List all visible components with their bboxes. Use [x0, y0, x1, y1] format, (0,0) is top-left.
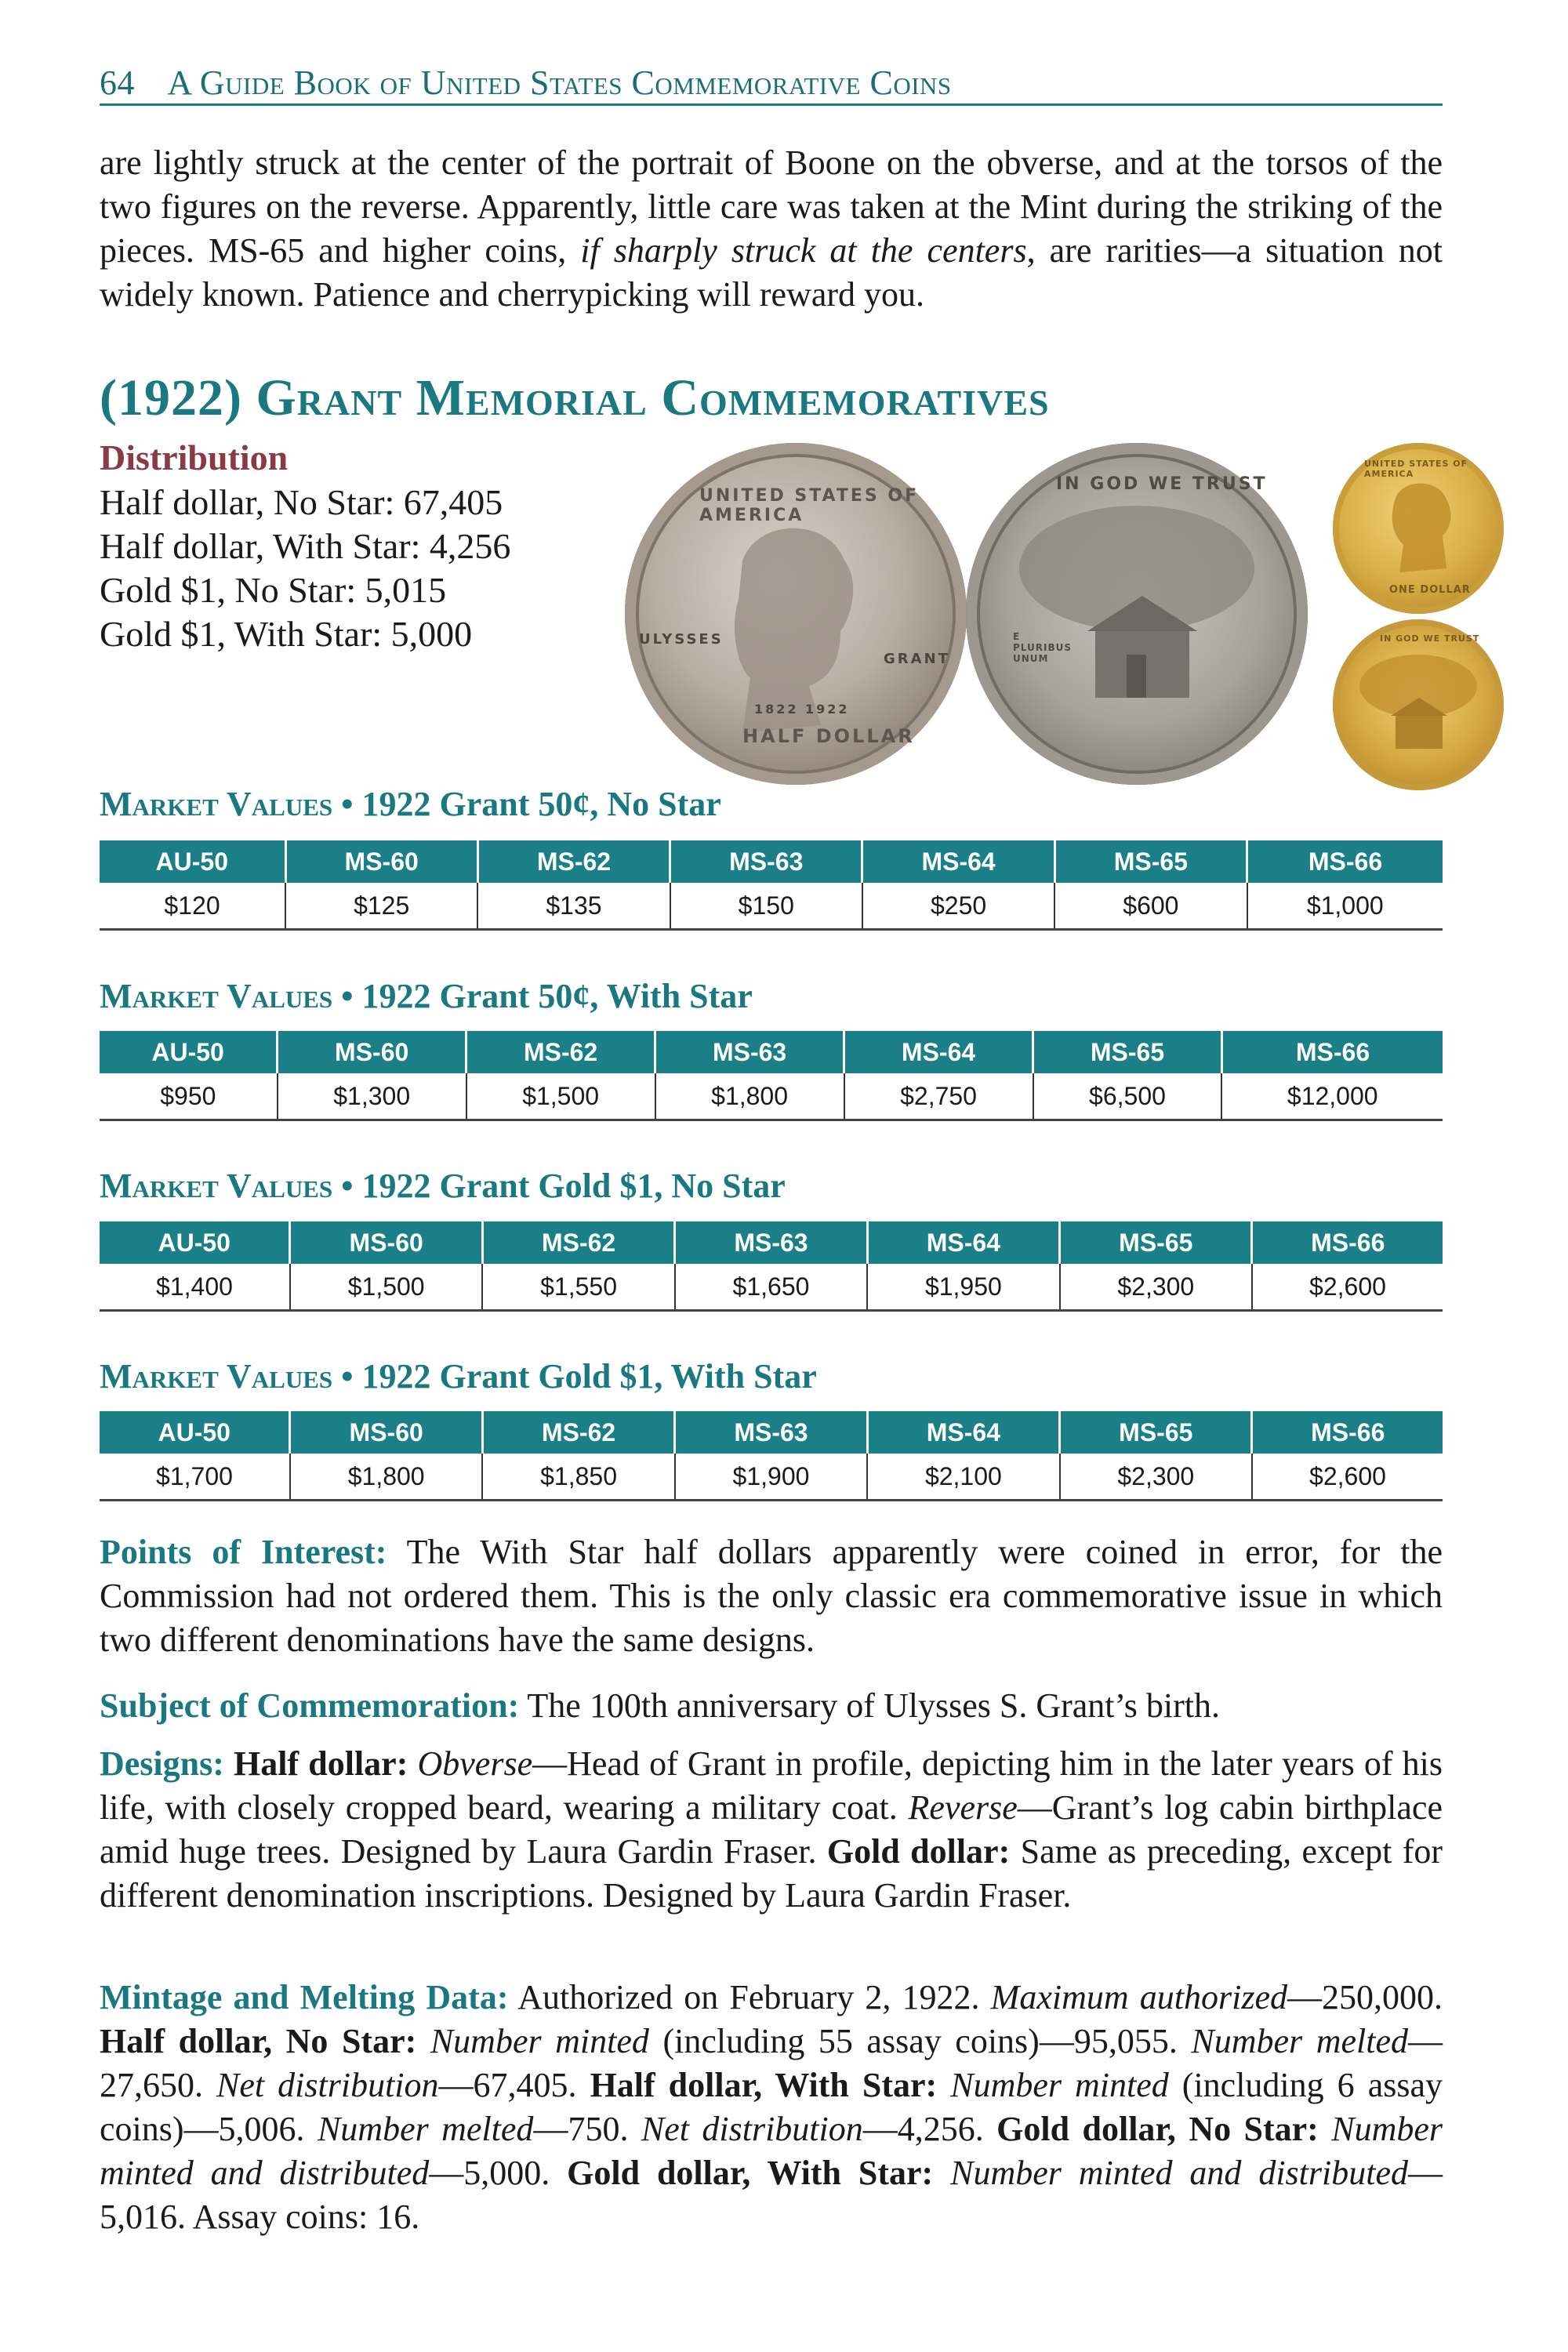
distribution-line: Half dollar, No Star: 67,405: [100, 482, 503, 522]
column-header: MS-63: [675, 1221, 867, 1264]
coin-motto: IN GOD WE TRUST: [1380, 633, 1480, 644]
column-header: AU-50: [100, 840, 285, 883]
mintage-italic: Number melted: [317, 2110, 534, 2148]
reverse-text: —Grant’s log cabin birthplace amid huge trees. Designed by Laura Gardin Fraser.: [100, 1788, 1443, 1871]
table-header-row: [100, 1031, 1443, 1073]
intro-text: are lightly struck at the center of the portrait of Boone on the obverse, and at the torsos of the two figures on the reverse. Apparently, little care was taken at the Mint during the striking of the pieces. MS-65 and higher coins,: [100, 143, 1443, 270]
coin-side-legend: E PLURIBUS UNUM: [1013, 631, 1072, 664]
table-cell: $1,900: [675, 1454, 867, 1501]
mintage-bold: Gold dollar, With Star:: [567, 2154, 934, 2192]
mintage-italic: Net distribution: [641, 2110, 863, 2148]
table-header-row: [100, 1411, 1443, 1454]
coin-date-right: 1922: [805, 702, 850, 717]
page-number: 64: [100, 64, 135, 102]
table-row: [100, 883, 1443, 930]
column-header: AU-50: [100, 1411, 290, 1454]
gold-dollar-text: Same as preceding, except for different denomination inscriptions. Designed by Laura Gardin Fraser.: [100, 1832, 1443, 1915]
column-header: MS-65: [1060, 1411, 1252, 1454]
table-cell: $1,300: [278, 1073, 466, 1120]
obverse-label: Obverse: [408, 1744, 533, 1783]
mintage-text: (including 6 assay coins)—5,006.: [100, 2066, 1443, 2148]
coin-legend-bottom: HALF DOLLAR: [742, 725, 915, 747]
coin-legend-left: ULYSSES: [639, 631, 724, 648]
column-header: MS-66: [1252, 1411, 1443, 1454]
table-cell: $125: [285, 883, 477, 930]
column-header: MS-64: [844, 1031, 1033, 1073]
running-header: [100, 63, 1443, 106]
column-header: MS-60: [290, 1221, 482, 1264]
table-cell: $1,650: [675, 1264, 867, 1311]
mintage-italic: Number minted: [937, 2066, 1169, 2104]
mintage-italic: Number minted: [416, 2022, 649, 2060]
table-cell: $150: [670, 883, 862, 930]
table-header-row: [100, 1221, 1443, 1264]
reverse-label: Reverse: [897, 1788, 1018, 1827]
table-cell: $1,400: [100, 1264, 290, 1311]
mintage-text: —750.: [533, 2110, 641, 2148]
section-title: (1922) Grant Memorial Commemoratives: [100, 369, 1050, 426]
column-header: MS-66: [1221, 1031, 1443, 1073]
market-values-title: [100, 1356, 817, 1396]
column-header: MS-66: [1252, 1221, 1443, 1264]
table-row: [100, 1454, 1443, 1501]
column-header: MS-62: [477, 840, 670, 883]
distribution-line: Half dollar, With Star: 4,256: [100, 526, 511, 566]
mintage-bold: Gold dollar, No Star:: [996, 2110, 1319, 2148]
coin-legend-bottom: ONE DOLLAR: [1389, 584, 1471, 596]
mintage-melting-data: [100, 1976, 1443, 2239]
market-values-subtitle: • 1922 Grant Gold $1, With Star: [332, 1357, 817, 1396]
mintage-italic: Maximum authorized: [990, 1978, 1287, 2016]
market-values-table: [100, 1221, 1443, 1312]
gold-dollar-label: Gold dollar:: [816, 1832, 1011, 1871]
intro-text-end: , are rarities—a situation not widely known. Patience and cherrypicking will reward you.: [100, 231, 1443, 314]
column-header: MS-63: [670, 840, 862, 883]
half-dollar-obverse-image: [625, 443, 967, 785]
table-cell: $1,800: [655, 1073, 844, 1120]
coin-legend-top: UNITED STATES OF AMERICA: [699, 486, 920, 525]
column-header: MS-65: [1054, 840, 1247, 883]
designs-label: Designs:: [100, 1744, 224, 1783]
market-values-table: [100, 1411, 1443, 1501]
table-cell: $1,950: [867, 1264, 1059, 1311]
distribution-line: Gold $1, With Star: 5,000: [100, 614, 473, 654]
market-values-title: [100, 1166, 786, 1206]
table-cell: $2,600: [1252, 1264, 1443, 1311]
column-header: MS-66: [1247, 840, 1443, 883]
gold-dollar-reverse-image: [1333, 619, 1504, 790]
mintage-text: —67,405.: [438, 2066, 590, 2104]
distribution-heading: Distribution: [100, 437, 289, 477]
market-values-table: [100, 840, 1443, 931]
column-header: MS-60: [290, 1411, 482, 1454]
table-cell: $950: [100, 1073, 278, 1120]
gold-dollar-obverse-image: [1333, 443, 1504, 614]
column-header: MS-64: [867, 1411, 1059, 1454]
column-header: MS-64: [862, 840, 1054, 883]
mintage-bold: Half dollar, No Star:: [100, 2022, 417, 2060]
mintage-text: —27,650.: [100, 2022, 1443, 2104]
table-header-row: [100, 840, 1443, 883]
coin-legend-top: UNITED STATES OF AMERICA: [1364, 459, 1468, 479]
market-values-subtitle: • 1922 Grant 50¢, With Star: [332, 977, 753, 1015]
points-of-interest-text: The With Star half dollars apparently were coined in error, for the Commission had not ordered them. This is the only classic era commemorative issue in which two different denominations have the same designs.: [100, 1533, 1443, 1659]
column-header: MS-63: [655, 1031, 844, 1073]
obverse-text: —Head of Grant in profile, depicting him in the later years of his life, with closely cropped beard, wearing a military coat.: [100, 1744, 1443, 1827]
mintage-italic: Number minted and distributed: [933, 2154, 1409, 2192]
book-title: A Guide Book of United States Commemorative Coins: [167, 64, 952, 102]
coin-legend-right: GRANT: [884, 651, 950, 667]
table-cell: $1,000: [1247, 883, 1443, 930]
column-header: MS-60: [278, 1031, 466, 1073]
mintage-italic: Number minted and distributed: [100, 2110, 1443, 2192]
table-row: [100, 1073, 1443, 1120]
market-values-label: Market Values: [100, 977, 333, 1015]
table-cell: $1,550: [482, 1264, 674, 1311]
half-dollar-label: Half dollar:: [223, 1744, 408, 1783]
table-cell: $250: [862, 883, 1054, 930]
points-of-interest-label: Points of Interest:: [100, 1533, 387, 1571]
column-header: AU-50: [100, 1031, 278, 1073]
mintage-italic: Net distribution: [216, 2066, 439, 2104]
table-cell: $2,750: [844, 1073, 1033, 1120]
column-header: MS-62: [482, 1411, 674, 1454]
table-cell: $1,500: [290, 1264, 482, 1311]
mintage-bold: Half dollar, With Star:: [590, 2066, 938, 2104]
distribution-block: [100, 435, 664, 656]
mintage-text: —250,000.: [1287, 1978, 1443, 2016]
table-cell: $135: [477, 883, 670, 930]
log-cabin-trees-icon: [966, 443, 1308, 785]
points-of-interest: [100, 1530, 1443, 1662]
mintage-text: —4,256.: [862, 2110, 997, 2148]
mintage-label: Mintage and Melting Data:: [100, 1978, 509, 2016]
table-cell: $2,100: [867, 1454, 1059, 1501]
table-cell: $120: [100, 883, 285, 930]
market-values-title: [100, 976, 753, 1016]
column-header: MS-60: [285, 840, 477, 883]
table-cell: $2,300: [1060, 1454, 1252, 1501]
coin-motto: IN GOD WE TRUST: [1056, 474, 1268, 494]
market-values-subtitle: • 1922 Grant Gold $1, No Star: [332, 1167, 786, 1205]
market-values-title: [100, 784, 721, 824]
column-header: MS-65: [1033, 1031, 1222, 1073]
designs: [100, 1742, 1443, 1918]
market-values-label: Market Values: [100, 1167, 333, 1205]
subject-of-commemoration: [100, 1684, 1443, 1728]
table-cell: $2,300: [1060, 1264, 1252, 1311]
market-values-label: Market Values: [100, 785, 333, 823]
mintage-italic: Number melted: [1191, 2022, 1408, 2060]
table-cell: $2,600: [1252, 1454, 1443, 1501]
column-header: MS-62: [466, 1031, 655, 1073]
table-cell: $12,000: [1221, 1073, 1443, 1120]
table-cell: $6,500: [1033, 1073, 1222, 1120]
column-header: MS-63: [675, 1411, 867, 1454]
intro-italic: if sharply struck at the centers: [580, 231, 1027, 270]
mintage-text: Authorized on February 2, 1922.: [508, 1978, 991, 2016]
subject-text: The 100th anniversary of Ulysses S. Grant’s birth.: [519, 1686, 1220, 1725]
log-cabin-trees-icon: [1333, 619, 1504, 790]
column-header: MS-62: [482, 1221, 674, 1264]
mintage-text: —5,016. Assay coins: 16.: [100, 2154, 1443, 2236]
market-values-subtitle: • 1922 Grant 50¢, No Star: [332, 785, 721, 823]
distribution-line: Gold $1, No Star: 5,015: [100, 570, 447, 610]
column-header: MS-64: [867, 1221, 1059, 1264]
table-cell: $600: [1054, 883, 1247, 930]
market-values-label: Market Values: [100, 1357, 333, 1396]
table-cell: $1,850: [482, 1454, 674, 1501]
coin-date-left: 1822: [754, 702, 799, 717]
mintage-text: —5,000.: [429, 2154, 568, 2192]
intro-paragraph: [100, 141, 1443, 317]
half-dollar-reverse-image: [966, 443, 1308, 785]
table-cell: $1,700: [100, 1454, 290, 1501]
market-values-table: [100, 1031, 1443, 1121]
column-header: AU-50: [100, 1221, 290, 1264]
table-cell: $1,500: [466, 1073, 655, 1120]
table-cell: $1,800: [290, 1454, 482, 1501]
mintage-text: (including 55 assay coins)—95,055.: [648, 2022, 1192, 2060]
column-header: MS-65: [1060, 1221, 1252, 1264]
subject-label: Subject of Commemoration:: [100, 1686, 520, 1725]
table-row: [100, 1264, 1443, 1311]
